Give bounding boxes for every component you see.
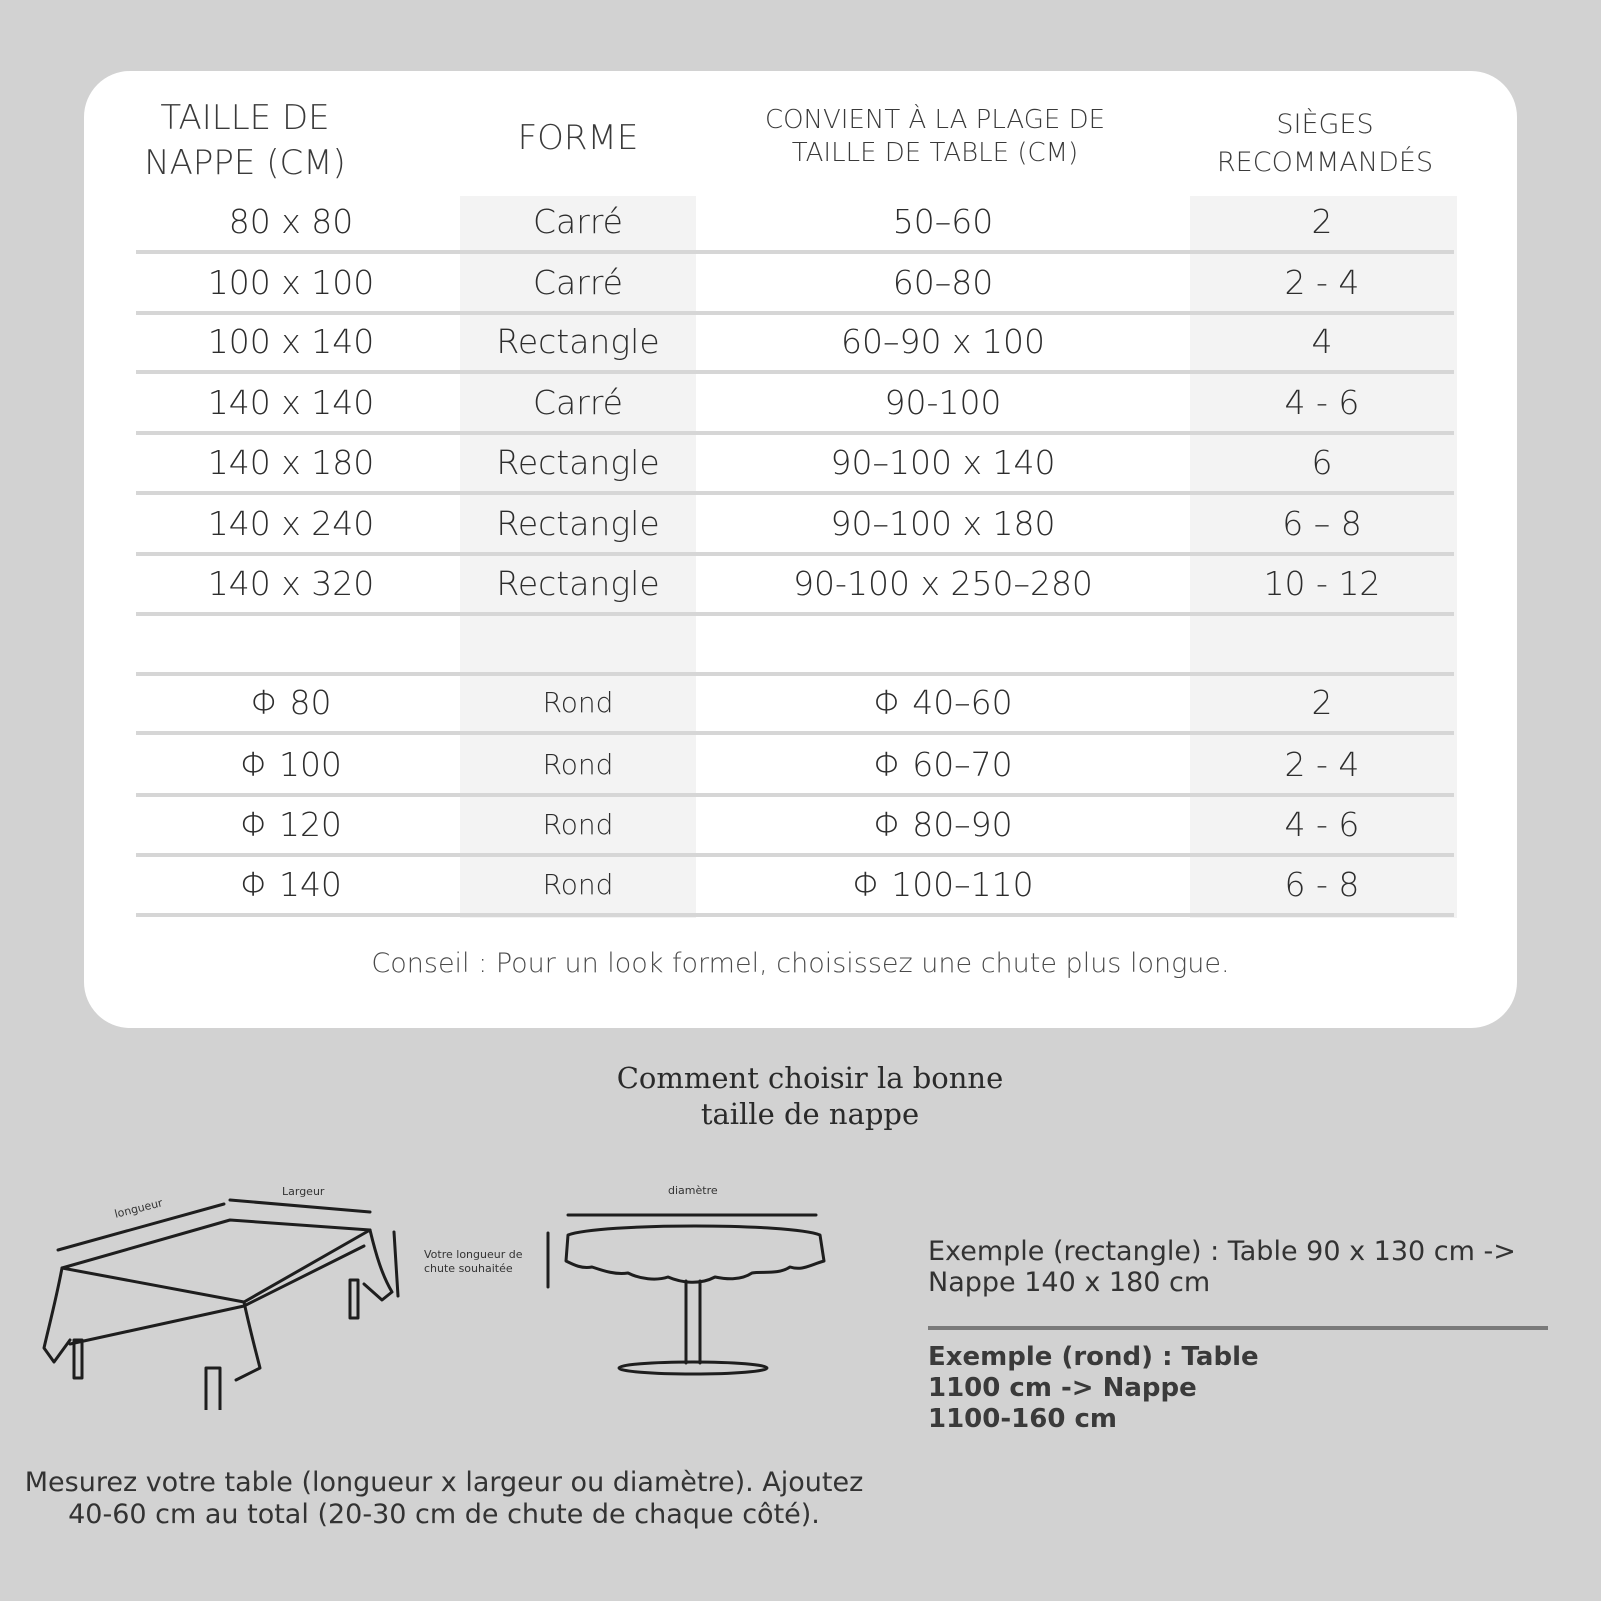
range-cell xyxy=(696,616,1190,672)
range-cell: 90-100 xyxy=(884,383,1002,422)
size-cell: Φ 120 xyxy=(240,805,342,844)
shape-cell: Rectangle xyxy=(496,443,660,482)
header-seats: SIÈGES RECOMMANDÉS xyxy=(1216,109,1434,178)
example-rectangle: Exemple (rectangle) : Table 90 x 130 cm -> Nappe 140 x 180 cm xyxy=(928,1236,1516,1298)
shape-cell: Carré xyxy=(533,383,623,422)
table-row xyxy=(136,737,1454,797)
table-row xyxy=(136,496,1454,556)
seats-cell: 6 xyxy=(1311,443,1333,482)
range-cell: 90–100 x 180 xyxy=(830,504,1056,543)
example-divider xyxy=(928,1326,1548,1330)
example-round: Exemple (rond) : Table 1100 cm -> Nappe 1100-160 cm xyxy=(928,1342,1259,1434)
size-cell: 140 x 320 xyxy=(207,564,375,603)
table-row xyxy=(136,675,1454,735)
table-row-spacer xyxy=(136,616,1454,676)
table-row xyxy=(136,255,1454,315)
shape-cell: Rectangle xyxy=(496,564,660,603)
seats-cell: 4 - 6 xyxy=(1284,383,1360,422)
table-row xyxy=(136,314,1454,374)
size-cell: 80 x 80 xyxy=(228,202,354,241)
range-cell: 50–60 xyxy=(892,202,994,241)
diametre-label: diamètre xyxy=(668,1184,718,1197)
seats-cell: 2 - 4 xyxy=(1284,263,1360,302)
range-cell: Φ 40–60 xyxy=(873,683,1013,722)
drop-label-line2: chute souhaitée xyxy=(424,1262,513,1275)
seats-cell: 2 xyxy=(1311,202,1333,241)
shape-cell: Rond xyxy=(542,808,614,841)
shape-cell: Rond xyxy=(542,686,614,719)
size-cell: Φ 140 xyxy=(240,865,342,904)
measurement-instructions: Mesurez votre table (longueur x largeur ou diamètre). Ajoutez 40-60 cm au total (20-30 cm de chute de chaque côté). xyxy=(24,1467,864,1530)
size-cell: Φ 80 xyxy=(250,683,332,722)
seats-cell xyxy=(1190,616,1454,672)
table-row xyxy=(136,435,1454,495)
drop-label-line1: Votre longueur de xyxy=(424,1248,523,1261)
range-cell: Φ 60–70 xyxy=(873,745,1013,784)
seats-cell: 6 – 8 xyxy=(1282,504,1362,543)
table-row xyxy=(136,194,1454,254)
seats-cell: 2 - 4 xyxy=(1284,745,1360,784)
range-cell: Φ 100–110 xyxy=(852,865,1034,904)
size-cell: Φ 100 xyxy=(240,745,342,784)
shape-cell xyxy=(460,616,696,672)
table-row xyxy=(136,797,1454,857)
size-cell: 100 x 140 xyxy=(207,322,375,361)
seats-cell: 4 - 6 xyxy=(1284,805,1360,844)
range-cell: 60–80 xyxy=(892,263,994,302)
size-cell xyxy=(136,616,446,672)
table-row xyxy=(136,857,1454,917)
range-cell: 90-100 x 250–280 xyxy=(793,564,1093,603)
header-table-range: CONVIENT À LA PLAGE DE TAILLE DE TABLE (CM) xyxy=(764,105,1106,168)
range-cell: 90–100 x 140 xyxy=(830,443,1056,482)
shape-cell: Carré xyxy=(533,202,623,241)
seats-cell: 10 - 12 xyxy=(1263,564,1381,603)
round-table-illustration xyxy=(540,1195,840,1385)
guide-title: Comment choisir la bonne taille de nappe xyxy=(616,1061,1004,1131)
header-size: TAILLE DE NAPPE (CM) xyxy=(144,98,346,183)
size-cell: 140 x 180 xyxy=(207,443,375,482)
shape-cell: Rond xyxy=(542,748,614,781)
range-cell: Φ 80–90 xyxy=(873,805,1013,844)
longueur-label: longueur xyxy=(113,1196,164,1221)
size-cell: 140 x 140 xyxy=(207,383,375,422)
table-row xyxy=(136,556,1454,616)
header-shape: FORME xyxy=(517,118,639,158)
shape-cell: Rond xyxy=(542,868,614,901)
shape-cell: Rectangle xyxy=(496,322,660,361)
size-cell: 140 x 240 xyxy=(207,504,375,543)
table-row xyxy=(136,375,1454,435)
range-cell: 60–90 x 100 xyxy=(841,322,1045,361)
tip-text: Conseil : Pour un look formel, choisissez une chute plus longue. xyxy=(371,948,1230,979)
seats-cell: 6 - 8 xyxy=(1284,865,1360,904)
shape-cell: Rectangle xyxy=(496,504,660,543)
largeur-label: Largeur xyxy=(282,1185,325,1198)
rectangular-table-illustration xyxy=(30,1180,450,1410)
seats-cell: 4 xyxy=(1311,322,1333,361)
shape-cell: Carré xyxy=(533,263,623,302)
seats-cell: 2 xyxy=(1311,683,1333,722)
size-cell: 100 x 100 xyxy=(207,263,375,302)
